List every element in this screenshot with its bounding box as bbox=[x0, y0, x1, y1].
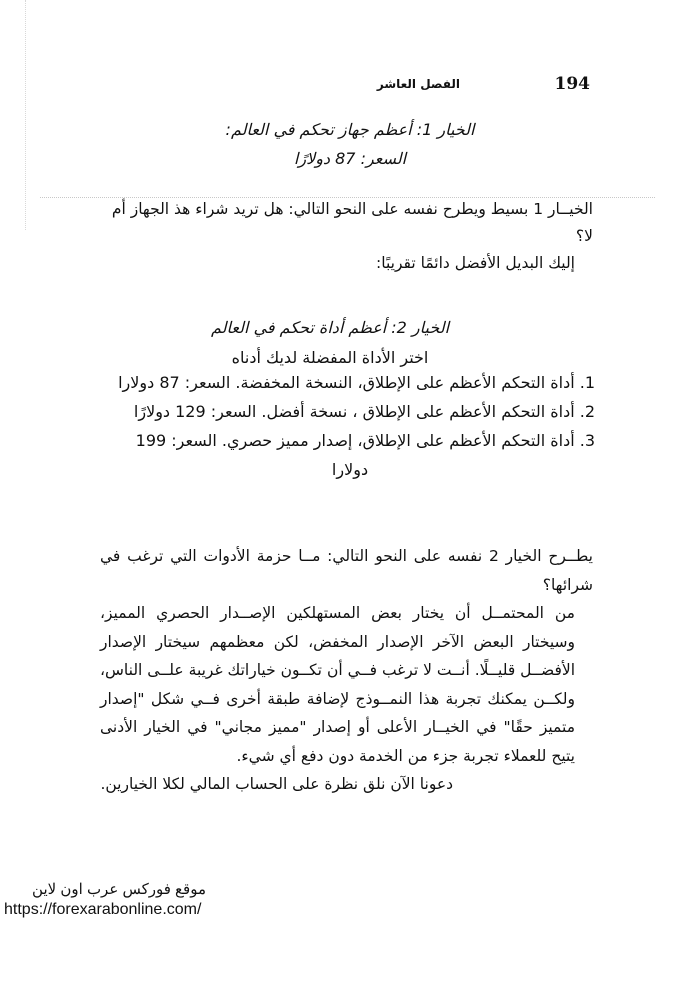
watermark bbox=[4, 880, 254, 920]
product-options-list bbox=[105, 368, 595, 484]
option1-box bbox=[200, 115, 500, 173]
page-number: 194 bbox=[554, 74, 590, 94]
paragraph-alternative-intro: إليك البديل الأفضل دائمًا تقريبًا: bbox=[376, 254, 575, 272]
paragraph-option2-intro: يطــرح الخيار 2 نفسه على النحو التالي: مــا حزمة الأدوات التي ترغب في شرائها؟ bbox=[100, 547, 593, 594]
watermark-url[interactable]: https://forexarabonline.com/ bbox=[4, 901, 202, 918]
paragraph-option1 bbox=[100, 196, 593, 277]
list-item-continuation: دولارا bbox=[331, 460, 369, 479]
scan-edge-artifact bbox=[25, 0, 26, 230]
chapter-title: الفصل العاشر bbox=[376, 77, 460, 91]
option2-box bbox=[150, 313, 510, 373]
option2-subtitle: اختر الأداة المفضلة لديك أدناه bbox=[231, 348, 429, 367]
paragraph-option2-body: من المحتمــل أن يختار بعض المستهلكين الإصــدار الحصري المميز، وسيختار البعض الآخر الإصدار المخفض، لكن معظمهم سيختار الإصدار الأفضــل قليــلًا. أنــت لا ترغب فــي أن تكــون خياراتك غريبة علــى الناس، ولكــن يمكنك تجربة هذا النمــوذج لإضافة طبقة أخرى فــي شكل "إصدار متميز حقًا" في الخيــار الأعلى أو إصدار "مميز مجاني" في الخيار الأدنى يتيح للعملاء تجربة جزء من الخدمة دون دفع أي شيء. bbox=[100, 604, 575, 765]
list-item: 3. أداة التحكم الأعظم على الإطلاق، إصدار مميز حصري. السعر: 199 bbox=[135, 431, 595, 450]
option1-price: السعر: 87 دولارًا bbox=[293, 149, 407, 168]
watermark-site-name: موقع فوركس عرب اون لاين bbox=[32, 881, 206, 898]
option2-title: الخيار 2: أعظم أداة تحكم في العالم bbox=[210, 318, 450, 337]
list-item: 2. أداة التحكم الأعظم على الإطلاق ، نسخة أفضل. السعر: 129 دولارًا bbox=[133, 402, 595, 421]
paragraph-option2-closing: دعونا الآن نلق نظرة على الحساب المالي لكلا الخيارين. bbox=[100, 775, 453, 793]
list-item: 1. أداة التحكم الأعظم على الإطلاق، النسخة المخفضة. السعر: 87 دولارا bbox=[118, 373, 595, 392]
paragraph-option2 bbox=[100, 542, 593, 799]
option1-title: الخيار 1: أعظم جهاز تحكم في العالم: bbox=[225, 120, 475, 139]
paragraph-option1-text: الخيــار 1 بسيط ويطرح نفسه على النحو التالي: هل تريد شراء هذ الجهاز أم لا؟ bbox=[111, 200, 593, 245]
page-header bbox=[110, 74, 590, 98]
